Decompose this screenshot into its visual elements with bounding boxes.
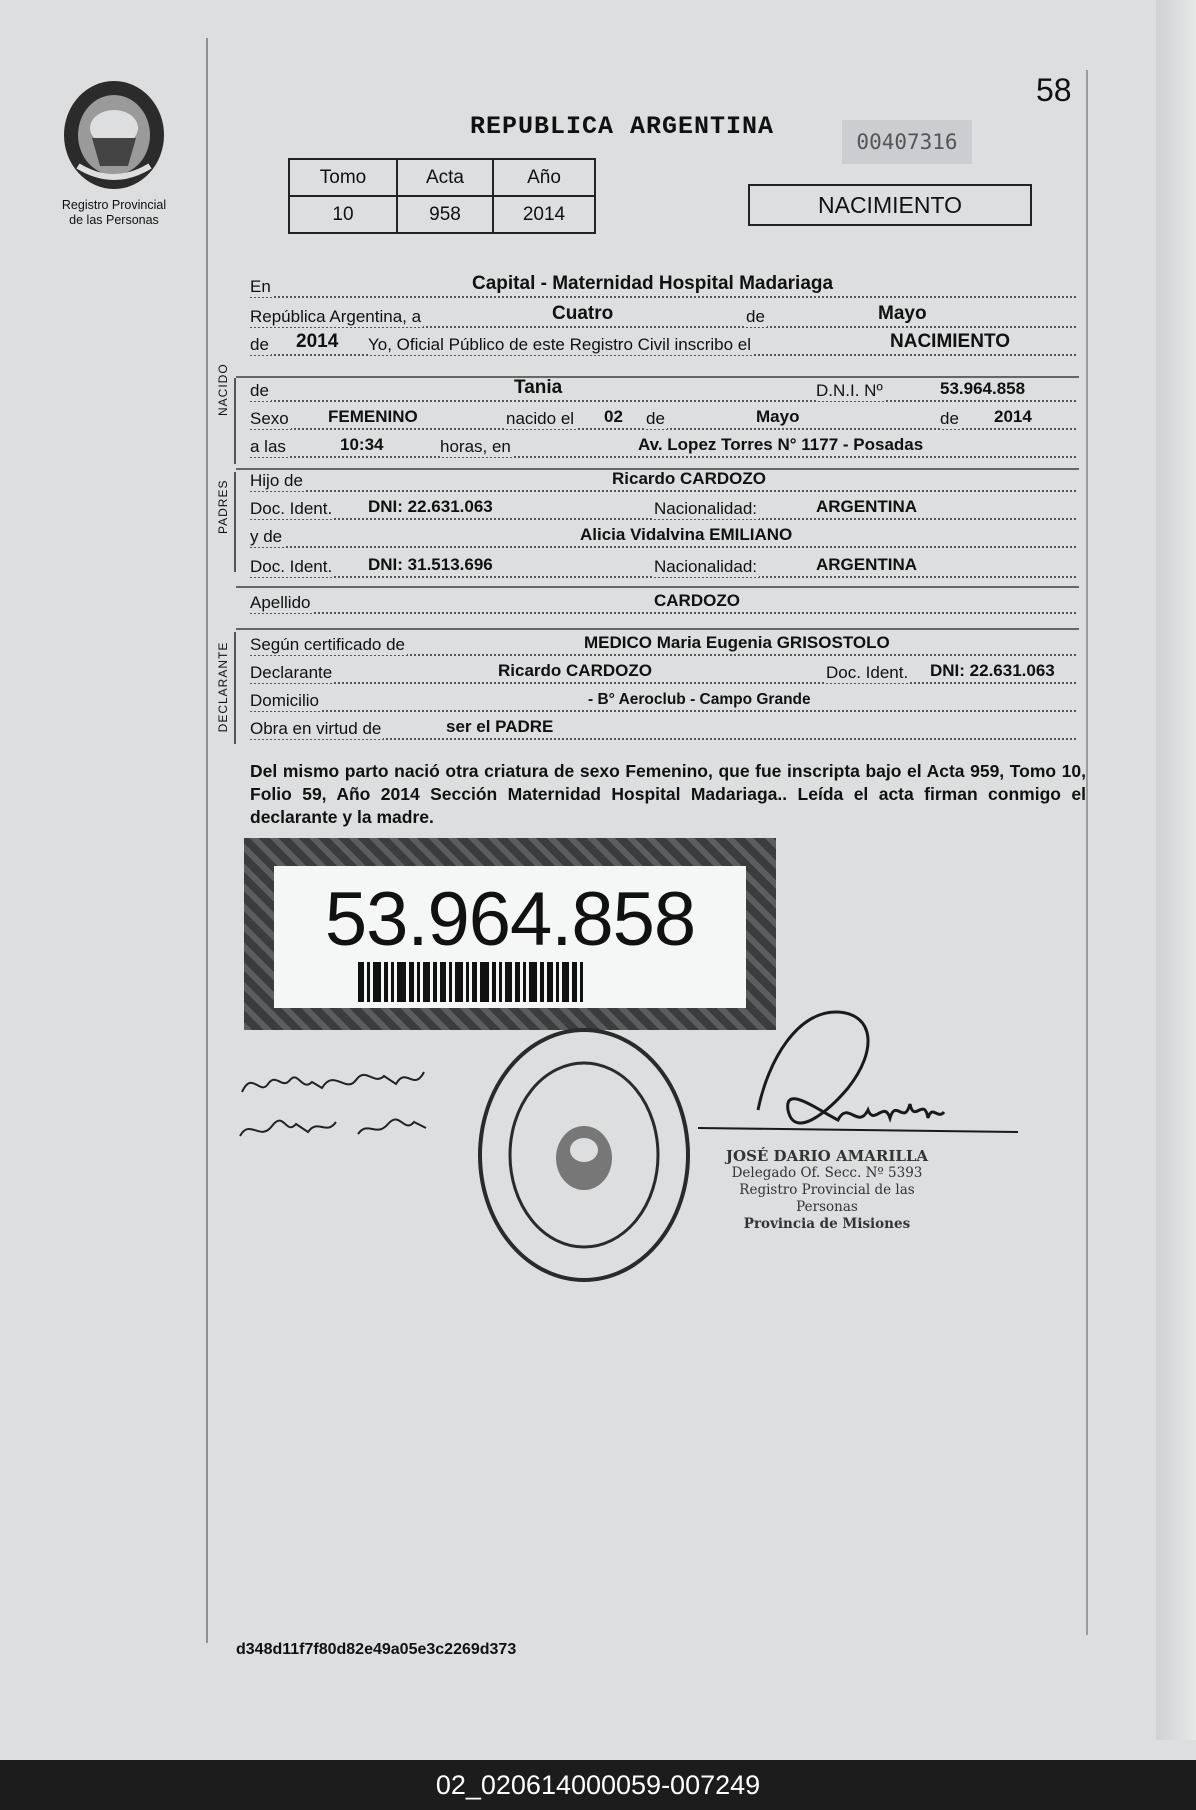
row-sexo (250, 404, 1076, 432)
document-hash: d348d11f7f80d82e49a05e3c2269d373 (236, 1641, 517, 1658)
row-obra (250, 714, 1076, 742)
label-doc-ident: Doc. Ident. (250, 499, 333, 518)
right-margin-line (1086, 70, 1088, 1635)
value-nac-dia: 02 (604, 407, 623, 426)
barcode-bar (505, 962, 512, 1002)
provincial-seal-icon (58, 76, 170, 194)
nacido-bar (234, 378, 236, 464)
label-segun: Según certificado de (250, 635, 405, 654)
registry-line-2: de las Personas (69, 213, 159, 227)
value-lugar-nac: Av. Lopez Torres N° 1177 - Posadas (638, 435, 924, 454)
official-signature (698, 1000, 1038, 1170)
row-fecha (250, 302, 1076, 330)
row-domicilio (250, 686, 1076, 714)
label-yo: Yo, Oficial Público de este Registro Civil inscribo el (368, 335, 751, 354)
value-declarante-doc: DNI: 22.631.063 (930, 661, 1055, 680)
row-apellido (250, 588, 1076, 616)
label-doc-ident-2: Doc. Ident. (250, 557, 333, 576)
volume-value-row (289, 196, 595, 233)
value-sexo: FEMENINO (328, 407, 418, 426)
label-nacionalidad-2: Nacionalidad: (654, 557, 758, 576)
barcode-bar (523, 962, 526, 1002)
value-padre-nac: ARGENTINA (816, 497, 918, 516)
value-certificado: MEDICO Maria Eugenia GRISOSTOLO (584, 633, 890, 652)
label-nacido-el: nacido el (506, 409, 575, 428)
label-hijo-de: Hijo de (250, 471, 303, 490)
label-horas-en: horas, en (440, 437, 511, 456)
record-type-box: NACIMIENTO (748, 184, 1032, 226)
row-nombre (250, 376, 1076, 404)
label-de-mes: de (646, 409, 665, 428)
barcode-bar (449, 962, 452, 1002)
value-nac-mes: Mayo (756, 407, 800, 426)
volume-table (288, 158, 596, 234)
section-nacido: NACIDO (216, 363, 230, 416)
anio-value: 2014 (493, 196, 595, 233)
dni-number: 53.964.858 (324, 877, 696, 962)
barcode-bar (492, 962, 496, 1002)
label-declarante: Declarante (250, 663, 333, 682)
acta-value: 958 (397, 196, 493, 233)
label-domicilio: Domicilio (250, 691, 319, 710)
sticker-inner (274, 866, 746, 1008)
official-name-block (712, 1148, 942, 1233)
barcode-bar (440, 962, 446, 1002)
page-edge (1156, 0, 1196, 1740)
row-certificado (250, 630, 1076, 658)
official-stamp (474, 1024, 694, 1286)
label-de-anio: de (250, 335, 269, 354)
dotted-line (250, 546, 1076, 548)
padres-bar (234, 472, 236, 572)
value-madre-nac: ARGENTINA (816, 555, 918, 574)
row-hora (250, 432, 1076, 460)
label-apellido: Apellido (250, 593, 311, 612)
barcode-bar (540, 962, 544, 1002)
row-madre-doc (250, 552, 1076, 580)
official-province: Provincia de Misiones (743, 1216, 911, 1232)
serial-number: 00407316 (842, 120, 972, 164)
value-obra: ser el PADRE (446, 717, 554, 736)
row-lugar (250, 272, 1076, 300)
value-dia: Cuatro (552, 303, 614, 324)
row-anio (250, 330, 1076, 358)
label-obra: Obra en virtud de (250, 719, 382, 738)
registry-line-1: Registro Provincial (61, 198, 167, 212)
row-declarante (250, 658, 1076, 686)
value-lugar: Capital - Maternidad Hospital Madariaga (472, 273, 834, 294)
value-nac-anio: 2014 (994, 407, 1032, 426)
observation-note: Del mismo parto nació otra criatura de sexo Femenino, que fue inscripta bajo el Acta 959, Tomo 10, Folio 59, Año 2014 Sección Maternidad Hospital Madariaga.. Leída el acta firman conmigo el declarante y la madre. (250, 761, 1086, 827)
barcode-bar (580, 962, 583, 1002)
section-declarante: DECLARANTE (216, 641, 230, 733)
official-name: JOSÉ DARIO AMARILLA (725, 1147, 929, 1165)
tomo-value: 10 (289, 196, 397, 233)
value-nombre: Tania (514, 377, 563, 398)
value-acto: NACIMIENTO (890, 331, 1010, 352)
row-padre (250, 466, 1076, 494)
dotted-line (250, 710, 1076, 712)
anio-header: Año (493, 159, 595, 196)
declarante-bar (234, 632, 236, 744)
value-madre: Alicia Vidalvina EMILIANO (580, 525, 793, 544)
volume-header-row (289, 159, 595, 196)
barcode-bar (373, 962, 381, 1002)
dni-label-sticker (244, 838, 776, 1030)
label-de: de (746, 307, 765, 326)
value-hora: 10:34 (340, 435, 384, 454)
dotted-line (250, 296, 1076, 298)
barcode-bar (472, 962, 477, 1002)
declarant-signatures (238, 1062, 458, 1148)
barcode-bar (391, 962, 394, 1002)
section-padres: PADRES (216, 479, 230, 534)
acta-header: Acta (397, 159, 493, 196)
barcode-icon (358, 962, 668, 1002)
value-padre: Ricardo CARDOZO (612, 469, 766, 488)
dotted-line (250, 612, 1076, 614)
registry-caption (36, 198, 192, 228)
label-sexo: Sexo (250, 409, 289, 428)
barcode-bar (547, 962, 553, 1002)
barcode-bar (572, 962, 577, 1002)
barcode-bar (384, 962, 388, 1002)
label-en: En (250, 277, 271, 296)
row-madre (250, 522, 1076, 550)
label-y-de: y de (250, 527, 283, 546)
dotted-line (250, 682, 1076, 684)
label-de-nombre: de (250, 381, 269, 400)
barcode-bar (529, 962, 537, 1002)
barcode-bar (556, 962, 559, 1002)
barcode-bar (358, 962, 364, 1002)
barcode-bar (466, 962, 469, 1002)
barcode-bar (515, 962, 520, 1002)
row-padre-doc (250, 494, 1076, 522)
label-de-anio2: de (940, 409, 959, 428)
dotted-line (250, 490, 1076, 492)
value-declarante: Ricardo CARDOZO (498, 661, 652, 680)
dotted-line (250, 456, 1076, 458)
barcode-bar (397, 962, 406, 1002)
label-dni: D.N.I. Nº (816, 381, 883, 400)
value-padre-doc: DNI: 22.631.063 (368, 497, 493, 516)
label-republica: República Argentina, a (250, 307, 422, 326)
barcode-bar (480, 962, 489, 1002)
barcode-bar (562, 962, 569, 1002)
barcode-bar (423, 962, 430, 1002)
label-nacionalidad: Nacionalidad: (654, 499, 758, 518)
label-doc-ident-3: Doc. Ident. (826, 663, 909, 682)
value-apellido: CARDOZO (654, 591, 740, 610)
barcode-bar (499, 962, 502, 1002)
barcode-bar (409, 962, 414, 1002)
barcode-bar (417, 962, 420, 1002)
barcode-bar (367, 962, 370, 1002)
barcode-bar (455, 962, 463, 1002)
tomo-header: Tomo (289, 159, 397, 196)
value-mes: Mayo (878, 303, 927, 324)
dotted-line (250, 400, 1076, 402)
page-number: 58 (1036, 72, 1072, 108)
value-dni: 53.964.858 (940, 379, 1026, 398)
value-domicilio: - B° Aeroclub - Campo Grande (588, 691, 811, 708)
barcode-bar (433, 962, 437, 1002)
value-madre-doc: DNI: 31.513.696 (368, 555, 493, 574)
scan-id-footer: 02_020614000059-007249 (0, 1760, 1196, 1810)
value-anio: 2014 (296, 331, 339, 352)
official-title: Delegado Of. Secc. Nº 5393 (731, 1165, 923, 1181)
country-title: REPUBLICA ARGENTINA (470, 112, 775, 141)
label-a-las: a las (250, 437, 286, 456)
official-office: Registro Provincial de las Personas (739, 1182, 915, 1215)
left-margin-line (206, 38, 208, 1643)
